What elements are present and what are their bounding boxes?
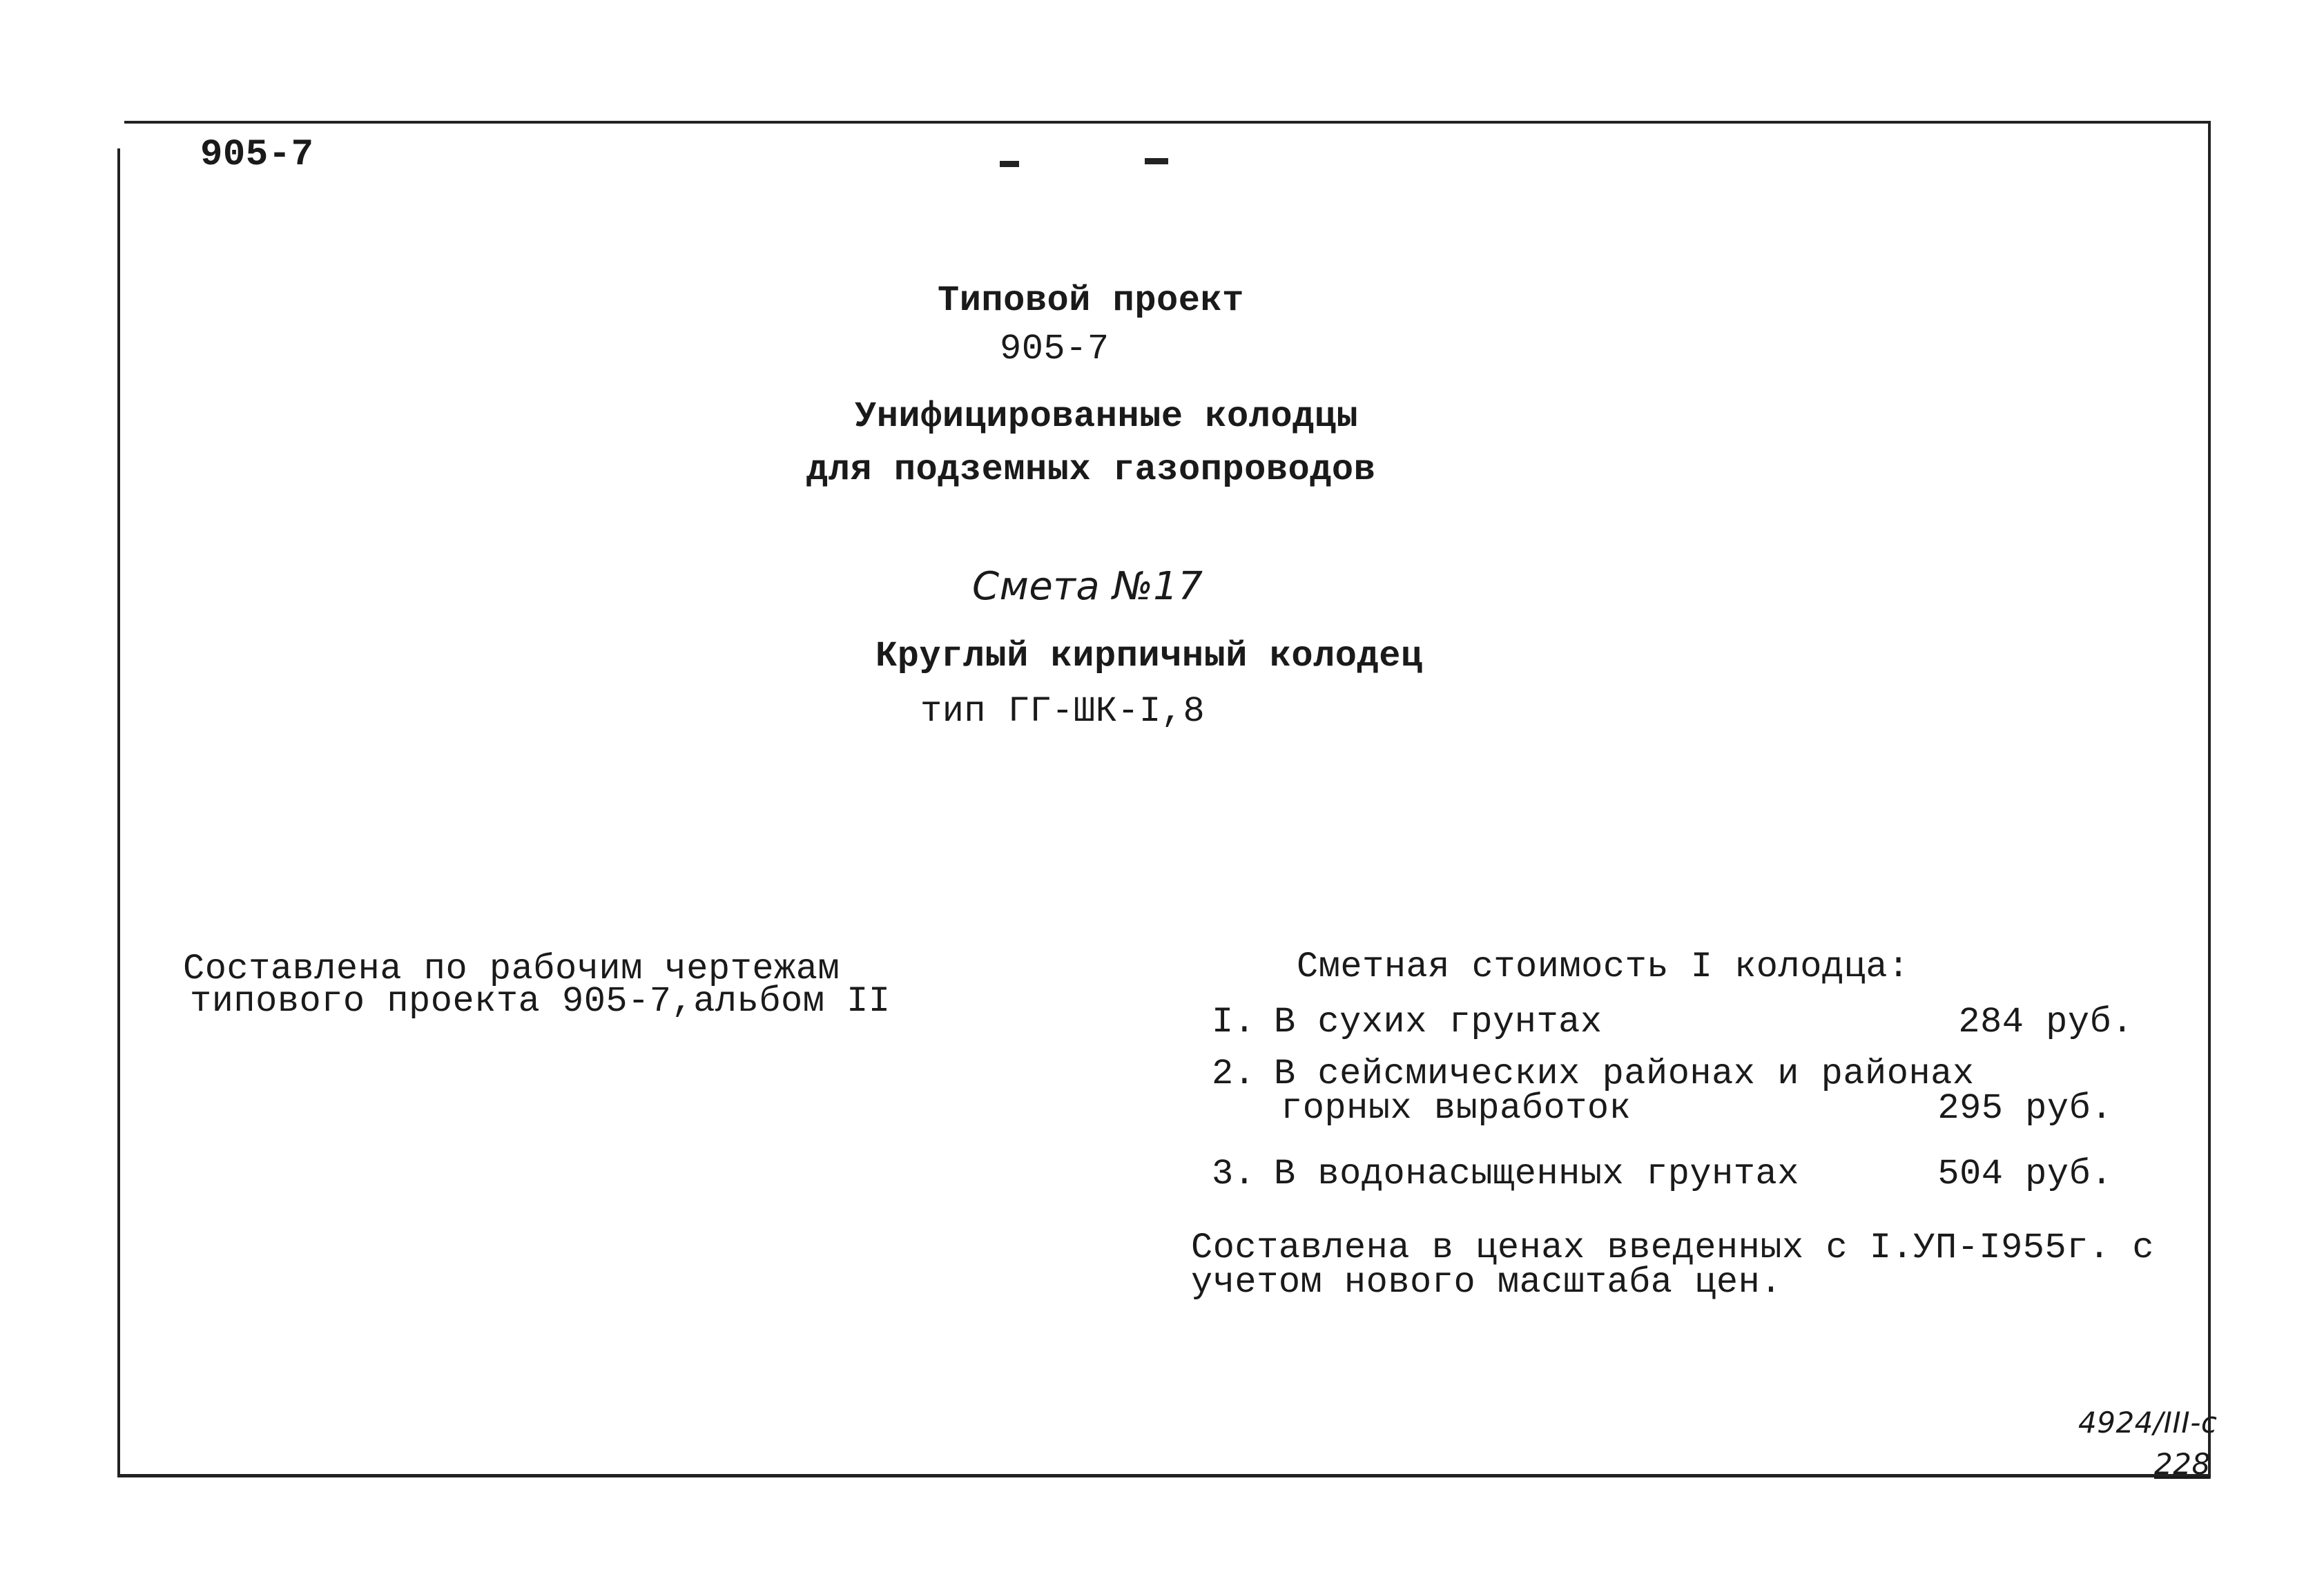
cost-heading: Сметная стоимость I колодца: (1297, 947, 1910, 987)
project-title-line2: для подземных газопроводов (806, 449, 1376, 490)
price-note-line2: учетом нового масштаба цен. (1191, 1262, 1783, 1303)
cost-item-price: 295 руб. (1937, 1088, 2113, 1129)
source-line1: Составлена по рабочим чертежам (183, 949, 840, 989)
estimate-title: Смета №17 (972, 564, 1203, 609)
estimate-object-line1: Круглый кирпичный колодец (875, 636, 1423, 677)
corner-code: 905-7 (200, 134, 314, 176)
cost-item-price: 504 руб. (1937, 1154, 2113, 1194)
page-border-frame (117, 121, 2211, 1481)
project-label: Типовой проект (938, 280, 1244, 321)
border-left (117, 148, 120, 1477)
cost-item-label: В сухих грунтах (1274, 1002, 1602, 1043)
estimate-object-line2: тип ГГ-ШК-I,8 (920, 691, 1205, 732)
price-note-line1: Составлена в ценах введенных с I.УП-I955г. с (1191, 1228, 2155, 1268)
archive-page: 228 (2154, 1447, 2211, 1481)
cost-item-price: 284 руб. (1958, 1002, 2133, 1043)
cost-item-label: В водонасыщенных грунтах (1274, 1154, 1799, 1194)
project-number: 905-7 (1000, 329, 1110, 369)
archive-code: 4924/III-с (2078, 1406, 2218, 1439)
page-number-dash (1000, 161, 1019, 167)
cost-item-label-cont: горных выработок (1281, 1088, 1631, 1129)
border-bottom (117, 1474, 2211, 1477)
cost-item-number: 3. (1212, 1154, 1256, 1194)
project-title-line1: Унифицированные колодцы (855, 396, 1359, 437)
border-top (124, 121, 2211, 124)
cost-item-number: 2. (1212, 1054, 1256, 1094)
source-line2: типового проекта 905-7,альбом II (190, 981, 891, 1022)
cost-item-label: В сейсмических районах и районах (1274, 1054, 1975, 1094)
border-right (2208, 121, 2211, 1477)
page-number-dash (1145, 158, 1168, 164)
cost-item-number: I. (1212, 1002, 1256, 1043)
